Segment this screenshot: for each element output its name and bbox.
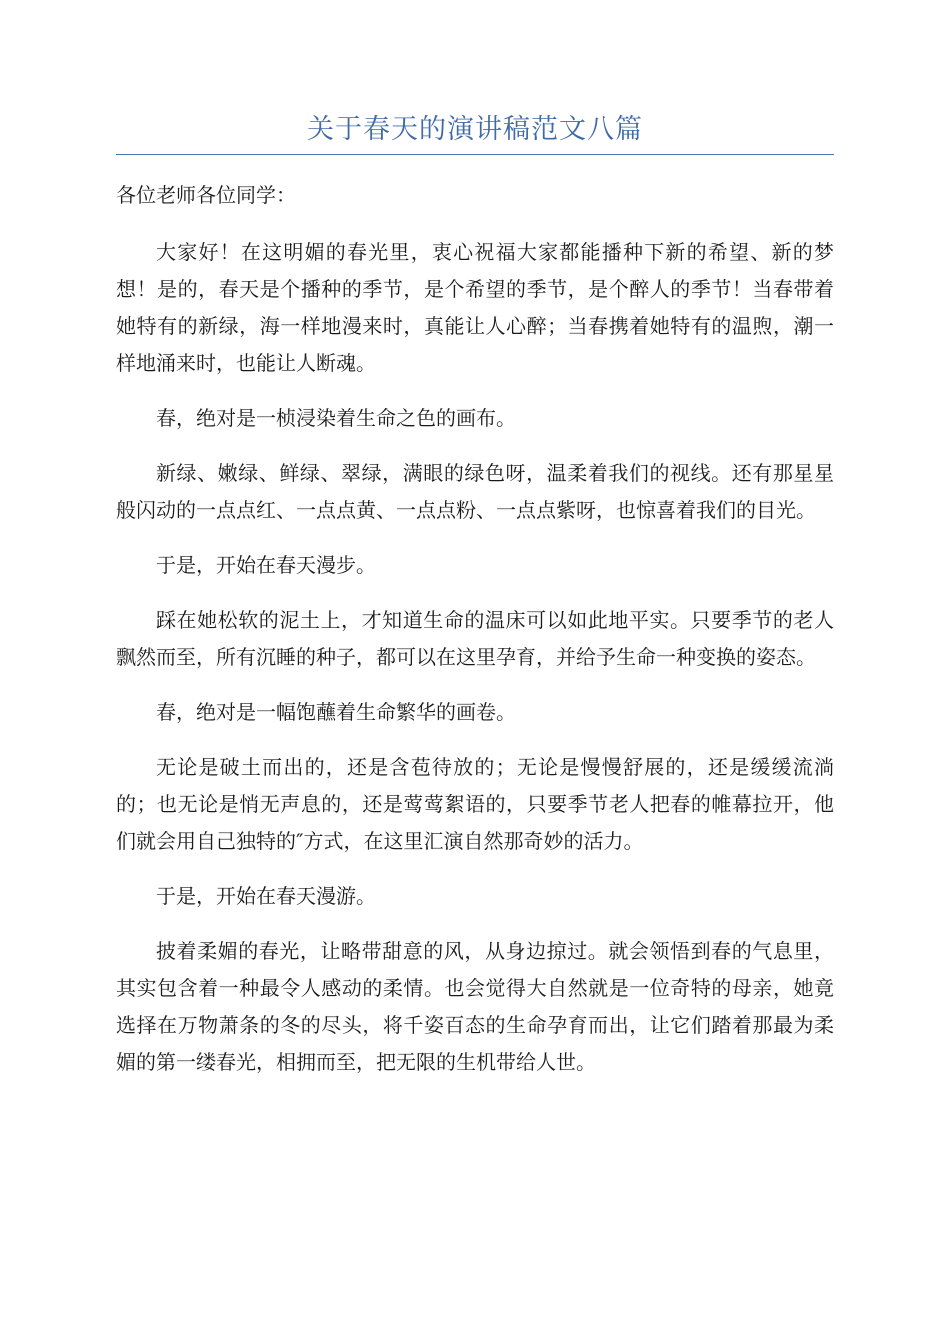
paragraph-2: 春，绝对是一桢浸染着生命之色的画布。 <box>156 406 516 430</box>
paragraph-6: 春，绝对是一幅饱蘸着生命繁华的画卷。 <box>156 700 516 724</box>
paragraph-9: 披着柔媚的春光，让略带甜意的风，从身边掠过。就会领悟到春的气息里，其实包含着一种最令人感动的柔情。也会觉得大自然就是一位奇特的母亲，她竟选择在万物萧条的冬的尽头，将千姿百态的生命孕育而出，让它们踏着那最为柔媚的第一缕春光，相拥而至，把无限的生机带给人世。 <box>116 939 834 1074</box>
paragraph-7: 无论是破土而出的，还是含苞待放的；无论是慢慢舒展的，还是缓缓流淌的；也无论是悄无声息的，还是莺莺絮语的，只要季节老人把春的帷幕拉开，他们就会用自己独特的″方式，在这里汇演自然那奇妙的活力。 <box>116 755 834 853</box>
paragraph-8: 于是，开始在春天漫游。 <box>156 884 376 908</box>
salutation: 各位老师各位同学： <box>116 183 296 207</box>
paragraph-3: 新绿、嫩绿、鲜绿、翠绿，满眼的绿色呀，温柔着我们的视线。还有那星星般闪动的一点点红、一点点黄、一点点粉、一点点紫呀，也惊喜着我们的目光。 <box>116 461 834 522</box>
paragraph-4: 于是，开始在春天漫步。 <box>156 553 376 577</box>
paragraph-1: 大家好！在这明媚的春光里，衷心祝福大家都能播种下新的希望、新的梦想！是的，春天是个播种的季节，是个希望的季节，是个醉人的季节！当春带着她特有的新绿，海一样地漫来时，真能让人心醉；当春携着她特有的温煦，潮一样地涌来时，也能让人断魂。 <box>116 240 834 375</box>
paragraph-5: 踩在她松软的泥土上，才知道生命的温床可以如此地平实。只要季节的老人飘然而至，所有沉睡的种子，都可以在这里孕育，并给予生命一种变换的姿态。 <box>116 608 834 669</box>
document-title: 关于春天的演讲稿范文八篇 <box>116 110 834 155</box>
document-page <box>116 110 834 1081</box>
